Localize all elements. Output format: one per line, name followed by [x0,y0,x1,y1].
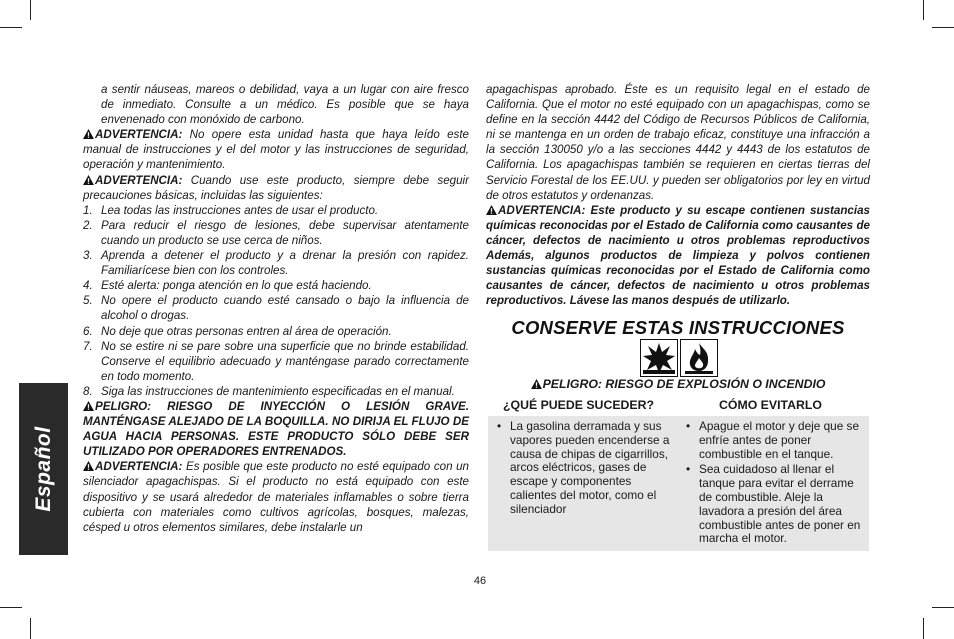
warning-triangle-icon [531,379,542,389]
hazard-icons [640,339,720,377]
warning-spark-arrester [83,459,469,534]
list-item: 3. Aprenda a detener el producto y a drenar la presión con rapidez. Familiarícese bien con los controles. [83,249,469,278]
warning-label: ADVERTENCIA: [95,460,183,474]
crop-mark [932,27,954,28]
warning-triangle-icon [83,175,94,185]
danger-explosion-text: PELIGRO: RIESGO DE EXPLOSIÓN O INCENDIO [542,377,826,391]
warning-triangle-icon [486,205,497,215]
warning-triangle-icon [83,401,94,411]
danger-injection [83,399,469,459]
list-item: 2. Para reducir el riesgo de lesiones, debe supervisar atentamente cuando un producto se use cerca de niños. [83,218,469,247]
table-cell-how-to-avoid [686,420,868,548]
warning-text: Cuando use este producto, siempre debe seguir precauciones básicas, incluidas las siguientes: [83,173,469,202]
crop-mark [923,0,924,20]
crop-mark [923,618,924,639]
page-number: 46 [473,575,487,587]
crop-mark [0,27,22,28]
language-tab-label: Español [31,426,55,512]
danger-explosion-title [486,377,870,391]
table-cell-what-can-happen [497,420,677,519]
crop-mark [0,607,22,608]
danger-text: PELIGRO: RIESGO DE INYECCIÓN O LESIÓN GRAVE. MANTÉNGASE ALEJADO DE LA BOQUILLA. NO DIRIJA EL FLUJO DE AGUA HACIA PERSONAS. ESTE PRODUCTO SÓLO DEBE SER UTILIZADO POR OPERADORES ENTRENADOS. [83,399,469,459]
crop-mark [932,607,954,608]
intro-continuation: a sentir náuseas, mareos o debilidad, vaya a un lugar con aire fresco de inmediato. Consulte a un médico. Es posible que se haya envenenado con monóxido de carbono. [101,83,469,127]
list-item: 4. Esté alerta: ponga atención en lo que está haciendo. [83,279,372,293]
list-item: • La gasolina derramada y sus vapores pueden encenderse a causa de chipas de cigarrillos, arcos eléctricos, gases de escape y componentes calientes del motor, como el silenciador [497,420,677,517]
warning-read-manual [83,127,469,172]
warning-chemicals-text: ADVERTENCIA: Este producto y su escape contienen sustancias químicas reconocidas por el Estado de California como causantes de cáncer, defectos de nacimiento u otros problemas reproductivos Además, algunos productos de limpieza y polvos contienen sustancias químicas reconocidas por el Estado de California como causantes de cáncer, defectos de nacimiento u otros problemas reproductivos. Lávese las manos después de utilizarlo. [486,203,870,308]
crop-mark [30,618,31,639]
fire-icon [680,339,718,377]
list-item: 1. Lea todas las instrucciones antes de usar el producto. [83,203,379,217]
warning-triangle-icon [83,461,94,471]
table-header-what-can-happen: ¿QUÉ PUEDE SUCEDER? [503,398,654,412]
list-item: • Apague el motor y deje que se enfríe antes de poner combustible en el tanque. [686,420,868,461]
warning-text: No opere esta unidad hasta que haya leído este manual de instrucciones y el del motor y las instrucciones de seguridad, operación y mantenimiento. [83,128,469,172]
precautions-list [83,203,469,399]
table-header-how-to-avoid: CÓMO EVITARLO [719,398,822,412]
list-item: 8. Siga las instrucciones de mantenimiento especificadas en el manual. [83,384,455,398]
spark-arrester-continuation: apagachispas aprobado. Éste es un requisito legal en el estado de California. Que el motor no esté equipado con un apagachispas, como se define en la sección 4442 del Código de Recursos Públicos de California, ni se mantenga en un orden de trabajo eficaz, constituye una infracción a la sección 130050 y/o a las secciones 4442 y 4443 de los estatutos de California. Los apagachispas también se requieren en ciertas tierras del Servicio Forestal de los EE.UU. y pueden ser obligatorios por ley en virtud de otros estatutos y ordenanzas. [486,83,870,202]
warning-label: ADVERTENCIA: [95,128,183,142]
section-heading: CONSERVE ESTAS INSTRUCCIONES [511,317,845,338]
warning-label: ADVERTENCIA: [95,173,183,187]
left-column [83,82,469,535]
warning-precautions [83,173,469,203]
list-item: 6. No deje que otras personas entren al área de operación. [83,324,392,338]
warning-chemicals [486,203,870,309]
list-item: • Sea cuidadoso al llenar el tanque para evitar el derrame de combustible. Aleje la lavadora a presión del área combustible antes de poner en marcha el motor. [686,463,868,546]
warning-text: Es posible que este producto no esté equipado con un silenciador apagachispas. Si el producto no está equipado con este dispositivo y se usará alrededor de materiales inflamables o sobre tierra cubierta con materiales como cultivos agrícolas, bosques, malezas, césped u otros elementos similares, debe instalarle un [83,460,469,534]
crop-mark [30,0,31,20]
list-item: 5. No opere el producto cuando esté cansado o bajo la influencia de alcohol o drogas. [83,294,469,323]
explosion-icon [640,339,678,377]
right-column [486,82,870,308]
language-tab [19,383,68,555]
list-item: 7. No se estire ni se pare sobre una superficie que no brinde estabilidad. Conserve el equilibrio adecuado y manténgase parado correctamente en todo momento. [83,339,469,383]
warning-triangle-icon [83,129,94,139]
